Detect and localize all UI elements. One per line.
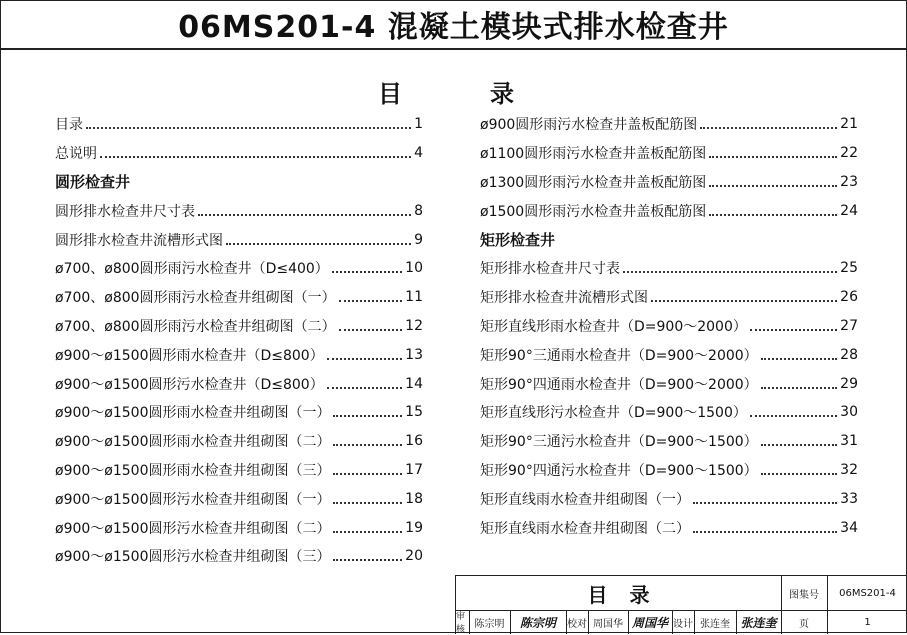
toc-entry[interactable] <box>480 369 858 398</box>
dot-leader <box>700 127 837 129</box>
dot-leader <box>693 531 837 533</box>
page-number: 1 <box>864 616 871 628</box>
toc-entry-title: ø700、ø800圆形雨污水检查井（D≤400） <box>55 261 329 278</box>
toc-entry-title: 矩形直线雨水检查井组砌图（一） <box>480 491 690 508</box>
toc-entry-title: ø900～ø1500圆形污水检查井组砌图（一） <box>55 491 331 508</box>
toc-entry[interactable] <box>55 398 423 427</box>
section-heading: 圆形检查井 <box>55 173 131 192</box>
toc-entry-title: 矩形90°四通污水检查井（D=900～1500） <box>480 462 758 479</box>
toc-entry-title: ø700、ø800圆形雨污水检查井组砌图（一） <box>55 290 336 307</box>
toc-entry-page: 11 <box>405 289 423 306</box>
dot-leader <box>226 243 411 245</box>
toc-entry-page: 27 <box>840 317 858 334</box>
toc-entry[interactable] <box>55 139 423 168</box>
toc-entry-title: 矩形90°三通污水检查井（D=900～1500） <box>480 434 758 451</box>
toc-entry-page: 13 <box>405 346 423 363</box>
toc-entry[interactable] <box>55 312 423 341</box>
dot-leader <box>333 502 402 504</box>
toc-entry-title: 目录 <box>55 117 83 134</box>
toc-entry[interactable] <box>480 513 858 542</box>
toc-entry[interactable] <box>480 312 858 341</box>
toc-entry-page: 21 <box>840 116 858 133</box>
dot-leader <box>709 156 837 158</box>
toc-entry-page: 20 <box>405 548 423 565</box>
toc-entry-page: 15 <box>405 404 423 421</box>
toc-entry-title: ø900圆形雨污水检查井盖板配筋图 <box>480 117 698 134</box>
toc-entry[interactable] <box>55 196 423 225</box>
toc-entry[interactable] <box>55 283 423 312</box>
toc-entry-title: ø900～ø1500圆形雨水检查井组砌图（二） <box>55 434 331 451</box>
dot-leader <box>333 559 402 561</box>
toc-entry-page: 31 <box>840 433 858 450</box>
toc-entry-title: ø900～ø1500圆形污水检查井（D≤800） <box>55 376 324 393</box>
toc-entry-title: 圆形排水检查井流槽形式图 <box>55 232 223 249</box>
atlas-label: 图集号 <box>789 589 819 601</box>
toc-entry-page: 12 <box>405 317 423 334</box>
dot-leader <box>333 473 402 475</box>
toc-entry[interactable] <box>480 456 858 485</box>
toc-entry-title: 总说明 <box>55 146 97 163</box>
toc-entry-page: 17 <box>405 461 423 478</box>
checker-signature: 周国华 <box>631 615 668 630</box>
toc-entry-title: 矩形直线雨水检查井组砌图（二） <box>480 520 690 537</box>
toc-entry[interactable] <box>55 456 423 485</box>
toc-entry-title: 矩形排水检查井流槽形式图 <box>480 290 648 307</box>
toc-entry[interactable] <box>55 542 423 571</box>
dot-leader <box>651 300 837 302</box>
toc-entry-page: 32 <box>840 461 858 478</box>
toc-entry[interactable] <box>480 427 858 456</box>
toc-entry-page: 25 <box>840 260 858 277</box>
toc-entry-page: 14 <box>405 375 423 392</box>
toc-entry-title: 矩形直线形污水检查井（D=900～1500） <box>480 405 747 422</box>
toc-entry[interactable] <box>480 196 858 225</box>
toc-entry-page: 16 <box>405 433 423 450</box>
toc-entry-page: 23 <box>840 173 858 190</box>
dot-leader <box>623 271 837 273</box>
dot-leader <box>327 358 402 360</box>
dot-leader <box>750 329 837 331</box>
review-label: 审核 <box>456 612 466 635</box>
dot-leader <box>709 214 837 216</box>
toc-entry-title: ø700、ø800圆形雨污水检查井组砌图（二） <box>55 318 336 335</box>
toc-entry-title: ø1500圆形雨污水检查井盖板配筋图 <box>480 203 707 220</box>
dot-leader <box>198 214 411 216</box>
toc-entry[interactable] <box>480 139 858 168</box>
toc-entry[interactable] <box>55 513 423 542</box>
title-bar <box>0 0 907 50</box>
toc-entry[interactable] <box>55 484 423 513</box>
toc-entry-page: 30 <box>840 404 858 421</box>
toc-entry-title: ø900～ø1500圆形雨水检查井（D≤800） <box>55 347 324 364</box>
toc-entry-title: 矩形90°四通雨水检查井（D=900～2000） <box>480 376 758 393</box>
dot-leader <box>761 387 837 389</box>
toc-entry-page: 9 <box>414 231 423 248</box>
atlas-number: 06MS201-4 <box>839 587 896 599</box>
toc-entry-page: 1 <box>414 116 423 133</box>
reviewer-name: 陈宗明 <box>474 618 505 630</box>
toc-entry[interactable] <box>480 110 858 139</box>
toc-entry-title: ø900～ø1500圆形雨水检查井组砌图（一） <box>55 405 331 422</box>
toc-entry-page: 8 <box>414 202 423 219</box>
toc-entry-page: 26 <box>840 289 858 306</box>
dot-leader <box>339 300 403 302</box>
toc-entry-title: ø900～ø1500圆形污水检查井组砌图（二） <box>55 520 331 537</box>
toc-entry[interactable] <box>55 110 423 139</box>
designer-name: 张连奎 <box>700 618 730 630</box>
dot-leader <box>339 329 403 331</box>
dot-leader <box>761 473 837 475</box>
toc-entry[interactable] <box>480 283 858 312</box>
dot-leader <box>761 444 837 446</box>
dot-leader <box>100 156 411 158</box>
toc-entry[interactable] <box>55 427 423 456</box>
toc-left-column <box>55 110 423 571</box>
toc-entry[interactable] <box>480 484 858 513</box>
toc-entry-page: 29 <box>840 375 858 392</box>
design-label: 设计 <box>673 618 693 630</box>
dot-leader <box>332 271 402 273</box>
dot-leader <box>693 502 837 504</box>
toc-entry-page: 24 <box>840 202 858 219</box>
dot-leader <box>333 415 402 417</box>
check-label: 校对 <box>567 618 587 630</box>
toc-entry-page: 18 <box>405 490 423 507</box>
toc-entry[interactable] <box>480 168 858 197</box>
dot-leader <box>86 127 411 129</box>
page-label: 页 <box>799 618 809 630</box>
toc-entry[interactable] <box>55 254 423 283</box>
toc-entry[interactable] <box>55 369 423 398</box>
toc-entry-title: ø1100圆形雨污水检查井盖板配筋图 <box>480 146 707 163</box>
dot-leader <box>750 415 837 417</box>
toc-heading-left: 目 <box>378 80 402 108</box>
toc-entry-title: ø900～ø1500圆形雨水检查井组砌图（三） <box>55 462 331 479</box>
toc-entry[interactable] <box>55 225 423 254</box>
dot-leader <box>333 444 402 446</box>
title-block-title: 目录 <box>587 582 672 607</box>
toc-entry[interactable] <box>480 398 858 427</box>
toc-right-column <box>480 110 858 542</box>
toc-entry-page: 19 <box>405 519 423 536</box>
toc-entry-page: 28 <box>840 346 858 363</box>
toc-entry-title: ø900～ø1500圆形污水检查井组砌图（三） <box>55 549 331 566</box>
toc-entry-page: 10 <box>405 260 423 277</box>
toc-entry[interactable] <box>480 254 858 283</box>
toc-entry-page: 33 <box>840 490 858 507</box>
section-heading: 矩形检查井 <box>480 231 556 250</box>
toc-entry-page: 34 <box>840 519 858 536</box>
toc-heading-right: 录 <box>490 80 514 108</box>
designer-signature: 张连奎 <box>740 615 777 630</box>
toc-entry-page: 4 <box>414 145 423 162</box>
toc-entry-page: 22 <box>840 145 858 162</box>
toc-entry-title: 矩形排水检查井尺寸表 <box>480 261 620 278</box>
toc-entry[interactable] <box>480 340 858 369</box>
reviewer-signature: 陈宗明 <box>519 615 556 630</box>
dot-leader <box>709 185 837 187</box>
title-block <box>455 575 907 634</box>
toc-entry-title: 矩形直线形雨水检查井（D=900～2000） <box>480 318 747 335</box>
toc-entry[interactable] <box>55 340 423 369</box>
dot-leader <box>333 531 402 533</box>
checker-name: 周国华 <box>593 618 623 630</box>
document-title: 06MS201-4 混凝土模块式排水检查井 <box>178 10 729 45</box>
toc-entry-title: ø1300圆形雨污水检查井盖板配筋图 <box>480 174 707 191</box>
dot-leader <box>761 358 837 360</box>
toc-entry-title: 矩形90°三通雨水检查井（D=900～2000） <box>480 347 758 364</box>
toc-entry-title: 圆形排水检查井尺寸表 <box>55 203 195 220</box>
dot-leader <box>327 387 402 389</box>
